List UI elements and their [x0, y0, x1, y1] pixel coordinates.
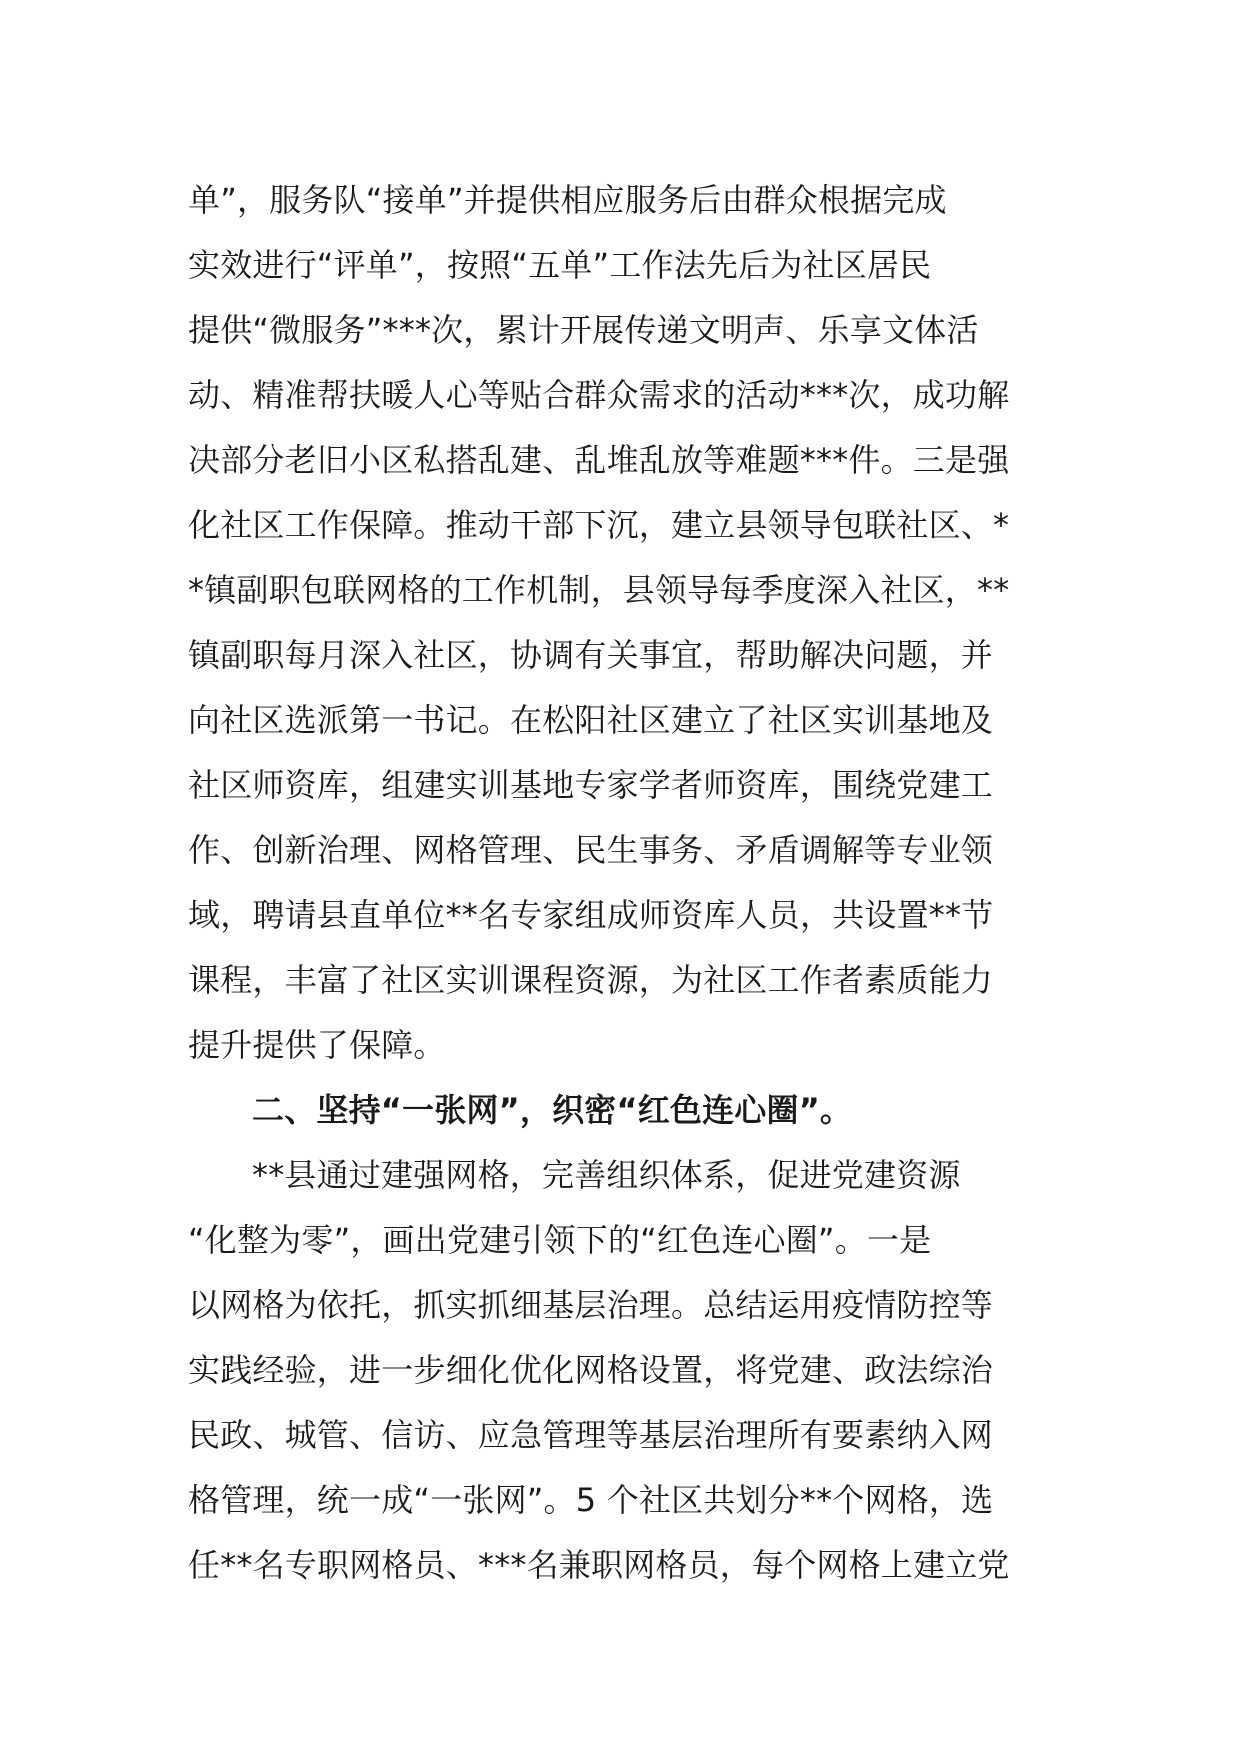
paragraph-line: 决部分老旧小区私搭乱建、乱堆乱放等难题***件。三是强	[188, 441, 1010, 479]
paragraph-line: 实践经验，进一步细化优化网格设置，将党建、政法综治	[188, 1351, 994, 1389]
paragraph-line: 民政、城管、信访、应急管理等基层治理所有要素纳入网	[188, 1416, 994, 1454]
paragraph-line: 域，聘请县直单位**名专家组成师资库人员，共设置**节	[188, 896, 994, 934]
paragraph-line: 动、精准帮扶暖人心等贴合群众需求的活动***次，成功解	[188, 376, 1010, 414]
paragraph-line: 课程，丰富了社区实训课程资源，为社区工作者素质能力	[188, 961, 994, 999]
paragraph-line: 格管理，统一成“一张网”。5 个社区共划分**个网格，选	[188, 1481, 994, 1519]
paragraph-line: 实效进行“评单”，按照“五单”工作法先后为社区居民	[188, 246, 932, 284]
paragraph-line: 任**名专职网格员、***名兼职网格员，每个网格上建立党	[188, 1546, 1010, 1584]
section-heading: 二、坚持“一张网”，织密“红色连心圈”。	[252, 1091, 853, 1129]
paragraph-line: *镇副职包联网格的工作机制，县领导每季度深入社区，**	[188, 571, 1010, 609]
paragraph-line: 作、创新治理、网格管理、民生事务、矛盾调解等专业领	[188, 831, 994, 869]
paragraph-line: “化整为零”，画出党建引领下的“红色连心圈”。一是	[188, 1221, 932, 1259]
paragraph-line: 单”，服务队“接单”并提供相应服务后由群众根据完成	[188, 181, 947, 219]
paragraph-line: 镇副职每月深入社区，协调有关事宜，帮助解决问题，并	[188, 636, 994, 674]
paragraph-line: 社区师资库，组建实训基地专家学者师资库，围绕党建工	[188, 766, 994, 804]
document-body	[188, 168, 1056, 1598]
paragraph-line: 提供“微服务”***次，累计开展传递文明声、乐享文体活	[188, 311, 979, 349]
paragraph-line: **县通过建强网格，完善组织体系，促进党建资源	[252, 1156, 961, 1194]
paragraph-line: 提升提供了保障。	[188, 1026, 446, 1064]
paragraph-line: 化社区工作保障。推动干部下沉，建立县领导包联社区、*	[188, 506, 1010, 544]
paragraph-line: 向社区选派第一书记。在松阳社区建立了社区实训基地及	[188, 701, 994, 739]
paragraph-line: 以网格为依托，抓实抓细基层治理。总结运用疫情防控等	[188, 1286, 994, 1324]
